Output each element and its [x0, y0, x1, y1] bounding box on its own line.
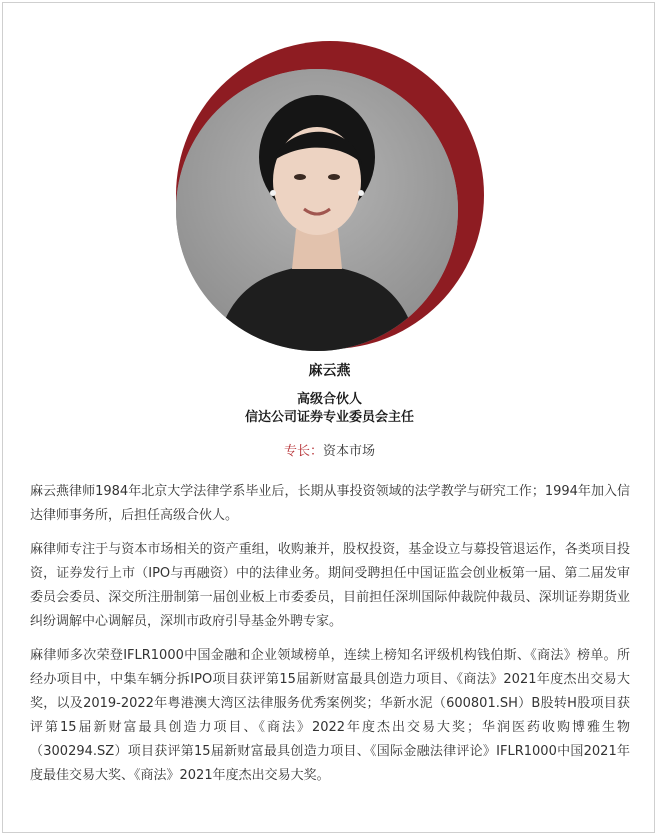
specialty-label: 专长：: [283, 444, 323, 459]
biography: [30, 480, 630, 798]
person-name: 麻云燕: [308, 363, 351, 379]
bio-paragraph: 麻律师多次荣登IFLR1000中国金融和企业领域榜单，连续上榜知名评级机构钱伯斯、《商法》榜单。所经办项目中，中集车辆分拆IPO项目获评第15届新财富最具创造力项目、《商法》2021年度杰出交易大奖，以及2019-2022年粤港澳大湾区法律服务优秀案例奖；华新水泥（600801.SH）B股转H股项目获评第15届新财富最具创造力项目、《商法》2022年度杰出交易大奖；华润医药收购博雅生物（300294.SZ）项目获评第15届新财富最具创造力项目、《国际金融法律评论》IFLR1000中国2021年度最佳交易大奖、《商法》2021年度杰出交易大奖。: [30, 648, 630, 783]
specialty-value: 资本市场: [323, 444, 376, 459]
specialty-line: [0, 440, 659, 459]
portrait-photo: [176, 69, 458, 351]
bio-paragraph: 麻律师专注于与资本市场相关的资产重组，收购兼并，股权投资，基金设立与募投管退运作，各类项目投资，证券发行上市（IPO与再融资）中的法律业务。期间受聘担任中国证监会创业板第一届、第二届发审委员会委员、深交所注册制第一届创业板上市委委员，目前担任深圳国际仲裁院仲裁员、深圳证券期货业纠纷调解中心调解员，深圳市政府引导基金外聘专家。: [30, 542, 630, 629]
bio-paragraph: 麻云燕律师1984年北京大学法律学系毕业后，长期从事投资领域的法学教学与研究工作；1994年加入信达律师事务所，后担任高级合伙人。: [30, 484, 630, 523]
position-title: 高级合伙人: [296, 392, 362, 407]
committee-title: 信达公司证券专业委员会主任: [244, 410, 414, 425]
